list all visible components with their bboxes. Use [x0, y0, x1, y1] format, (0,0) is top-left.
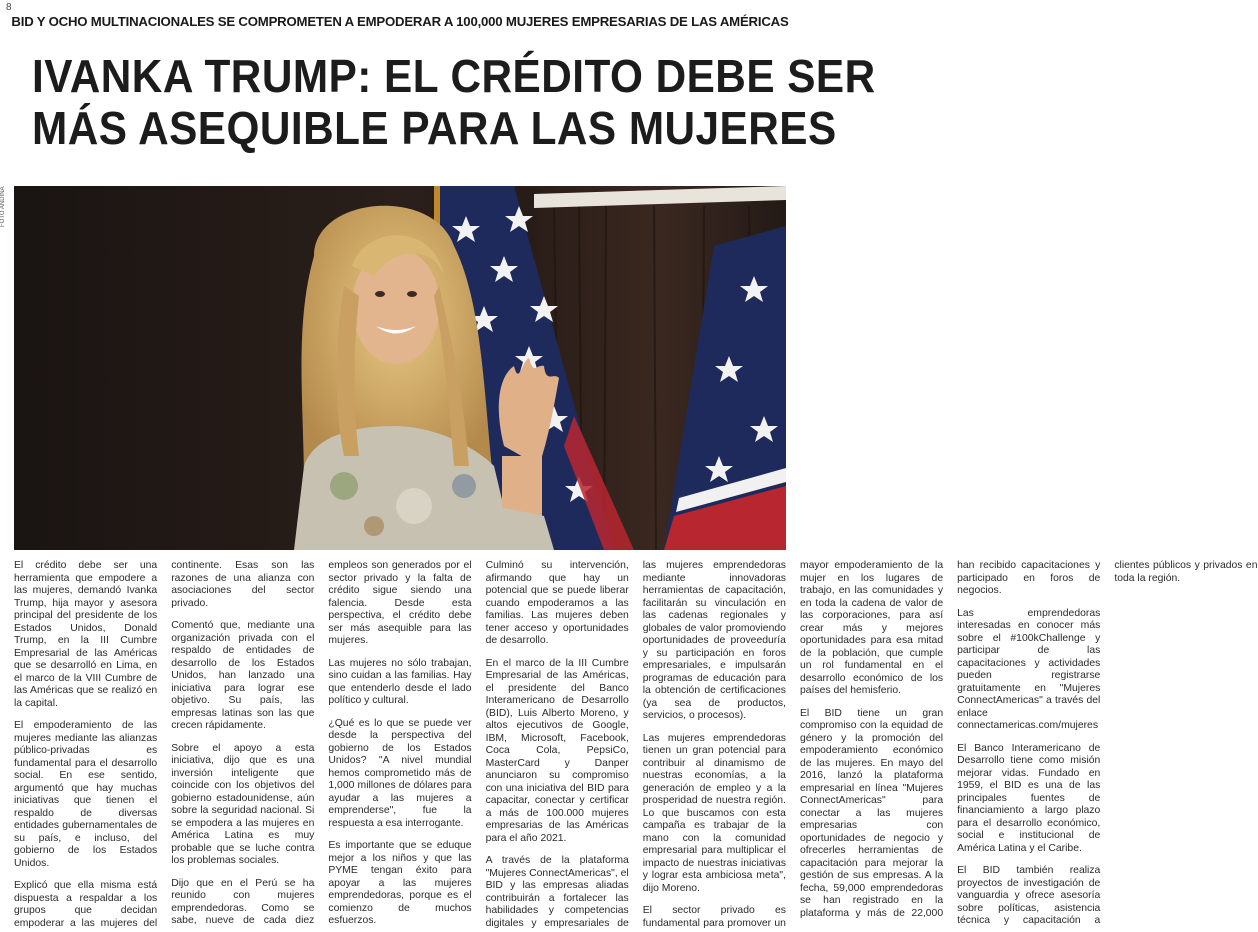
- article-paragraph: El empoderamiento de las mujeres mediante las alianzas público-privadas es fundamental para el desarrollo social. En ese sentido, argumentó que hay muchas iniciativas que tienen el respaldo de diversas entidades gubernamentales de su país, e incluso, del gobierno de los Estados Unidos.: [14, 720, 158, 869]
- article-paragraph: El BID también realiza proyectos de investigación de vanguardia y ofrece asesoría sobre políticas, asistencia técnica y capacitación a clientes públicos y privados en toda la región.: [957, 560, 1258, 926]
- article-paragraph: Comentó que, mediante una organización privada con el respaldo de entidades de desarrollo de los Estados Unidos, han lanzado una iniciativa para lograr ese objetivo. Su país, las empresas latinas son las que crecen rápidamente.: [171, 620, 315, 731]
- article-paragraph: A través de la plataforma "Mujeres ConnectAmericas", el BID y las empresas aliadas contribuirán a fortalecer las habilidades y competencias digitales y empresariales de las mujeres emprendedoras mediante innovadoras herramientas de capacitación, facilitarán su vinculación en las cadenas regionales y globales de valor promoviendo oportunidades de proveeduría y su participación en foros empresariales, e impulsarán programas de educación para la obtención de certificaciones (ya sea de productos, servicios, o procesos).: [485, 560, 786, 929]
- article-paragraph: Culminó su intervención, afirmando que hay un potencial que se puede liberar cuando empoderamos a las familias. Las mujeres deben tener acceso y oportunidades de desarrollo.: [485, 560, 629, 646]
- article-paragraph: En el marco de la III Cumbre Empresarial de las Américas, el presidente del Banco Interamericano de Desarrollo (BID), Luis Alberto Moreno, y altos ejecutivos de Google, IBM, Microsoft, Facebook, Coca Cola, PepsiCo, MasterCard y Danper anunciaron su compromiso con una iniciativa del BID para capacitar, conectar y certificar a más de 100.000 mujeres empresarias de las Américas para el año 2021.: [485, 657, 629, 844]
- photo-credit: FOTO ANDINA: [0, 186, 6, 227]
- article-paragraph: El Banco Interamericano de Desarrollo tiene como misión mejorar vidas. Fundado en 1959, el BID es una de las principales fuentes de financiamiento a largo plazo para el desarrollo económico, social e institucional de América Latina y el Caribe.: [957, 742, 1101, 854]
- article-paragraph: El BID tiene un gran compromiso con la equidad de género y la promoción del empoderamiento económico de las mujeres. En mayo del 2016, lanzó la plataforma empresarial en línea "Mujeres ConnectAmericas" para conectar a las mujeres empresarias con oportunidades de negocio y ofrecerles herramientas de capacitación para mejorar la gestión de sus empresas. A la fecha, 59,000 emprendedoras se han registrado en la plataforma y más de 22,000 han recibido capacitaciones y participado en foros de negocios.: [799, 560, 1101, 919]
- article-paragraph: El crédito debe ser una herramienta que empodere a las mujeres, demandó Ivanka Trump, hija mayor y asesora principal del presidente de los Estados Unidos, Donald Trump, en la III Cumbre Empresarial de las Américas que se desarrolló en Lima, en el marco de la VIII Cumbre de las Américas que se realizó en la capital.: [14, 560, 158, 709]
- article-paragraph: Dijo que en el Perú se ha reunido con mujeres emprendedoras. Como se sabe, nueve de cada diez empleos son generados por el sector privado y la falta de crédito sigue siendo una falencia. Desde esta perspectiva, el crédito debe ser más asequible para las mujeres.: [171, 560, 472, 926]
- article-paragraph: Las mujeres emprendedoras tienen un gran potencial para contribuir al dinamismo de nuestras economías, a la generación de empleo y a la prosperidad de nuestra región. Lo que buscamos con esta campaña es trabajar de la mano con la comunidad empresarial para multiplicar el impacto de nuestras iniciativas y lograr esta ambiciosa meta", dijo Moreno.: [642, 732, 786, 894]
- headline-line-2: MÁS ASEQUIBLE PARA LAS MUJERES: [32, 102, 837, 154]
- main-headline: [32, 50, 876, 154]
- page-number: 8: [6, 2, 12, 13]
- article-photo: [14, 186, 786, 550]
- article-paragraph: Sobre el apoyo a esta iniciativa, dijo que es una inversión inteligente que coincide con los objetivos del gobierno estadounidense, aún sobre la seguridad nacional. Si se empodera a las mujeres en América Latina es muy probable que se luche contra los problemas sociales.: [171, 742, 315, 866]
- article-paragraph: Las emprendedoras interesadas en conocer más sobre el #100kChallenge y participar de las capacitaciones y actividades pueden registrarse gratuitamente en "Mujeres ConnectAmericas" a través del enlace connectamericas.com/mujeres: [957, 607, 1101, 731]
- article-paragraph: Las mujeres no sólo trabajan, sino cuidan a las familias. Hay que entenderlo desde el lado político y cultural.: [328, 657, 472, 706]
- photo-illustration: [14, 186, 786, 550]
- kicker-headline: BID Y OCHO MULTINACIONALES SE COMPROMETEN A EMPODERAR A 100,000 MUJERES EMPRESARIAS DE LAS AMÉRICAS: [11, 14, 789, 29]
- headline-line-1: IVANKA TRUMP: EL CRÉDITO DEBE SER: [32, 50, 876, 102]
- article-paragraph: Es importante que se eduque mejor a los niños y que las PYME tengan éxito para apoyar a las mujeres emprendedoras, porque es el comienzo de muchos esfuerzos.: [328, 840, 472, 926]
- article-paragraph: Explicó que ella misma está dispuesta a respaldar a los grupos que decidan empoderar a las mujeres del continente. Esas son las razones de una alianza con asociaciones del sector privado.: [14, 560, 315, 929]
- article-body: [14, 560, 1258, 930]
- article-paragraph: El sector privado es fundamental para promover un mayor empoderamiento de la mujer en los lugares de trabajo, en las comunidades y en toda la cadena de valor de las corporaciones, para así crear más y mejores oportunidades para esa mitad de la población, que cumple un rol fundamental en el desarrollo económico de los países del hemisferio.: [642, 560, 944, 929]
- article-paragraph: ¿Qué es lo que se puede ver desde la perspectiva del gobierno de los Estados Unidos? "A nivel mundial hemos comprometido más de 1,000 millones de dólares para ayudar a las mujeres a emprenderse", fue la respuesta a esa interrogante.: [328, 717, 472, 829]
